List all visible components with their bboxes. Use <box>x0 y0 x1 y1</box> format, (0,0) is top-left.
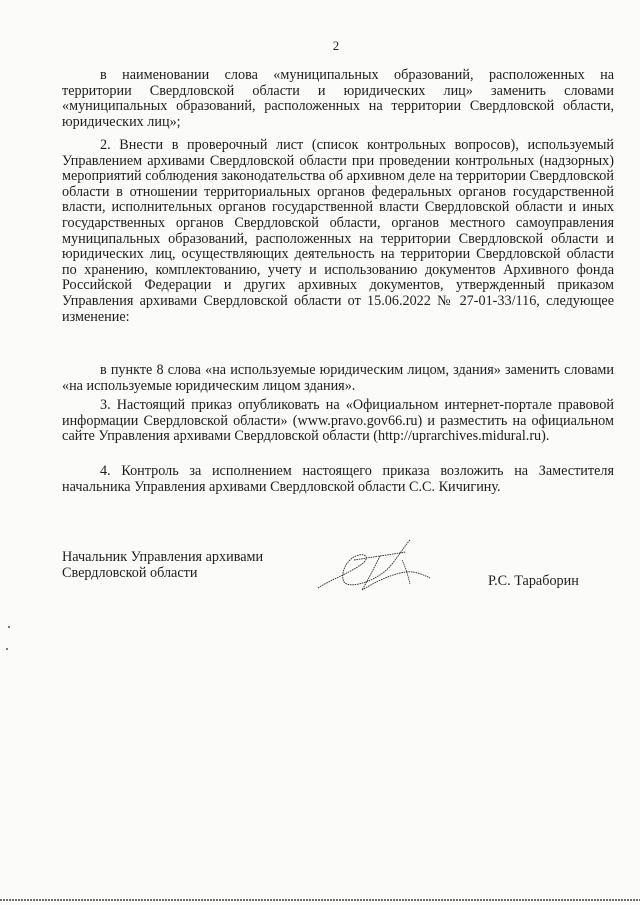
paragraph-control: 4. Контроль за исполнением настоящего приказа возложить на Заместителя начальника Управления архивами Свердловской области С.С. Кичигину. <box>62 463 614 495</box>
page-number: 2 <box>332 38 340 53</box>
signatory-position-line-2: Свердловской области <box>62 564 198 581</box>
signatory-name: Р.С. Тараборин <box>488 573 579 589</box>
signatory-position-line-1: Начальник Управления архивами <box>62 549 264 565</box>
paragraph-naming-change: в наименовании слова «муниципальных образований, расположенных на территории Свердловской области и юридических лиц» заменить словами «муниципальных образований, расположенных на территории Свердловской области, юридических лиц»; <box>62 67 614 130</box>
signatory-position <box>62 550 263 581</box>
paragraph-point-8-change: в пункте 8 слова «на используемые юридическим лицом, здания» заменить словами «на используемые юридическим лицом здания». <box>62 362 614 394</box>
scan-edge-line <box>0 899 640 901</box>
handwritten-signature <box>310 530 440 600</box>
scan-artifact <box>8 626 10 628</box>
scan-artifact <box>6 648 8 650</box>
paragraph-checklist-amendment: 2. Внести в проверочный лист (список контрольных вопросов), используемый Управлением архивами Свердловской области при проведении контрольных (надзорных) мероприятий соблюдения законодательства об архивном деле на территории Свердловской области в отношении территориальных органов федеральных органов государственной власти, исполнительных органов государственной власти Свердловской области и иных государственных органов Свердловской области, органов местного самоуправления муниципальных образований, расположенных на территории Свердловской области и юридических лиц, осуществляющих деятельность на территории Свердловской области по хранению, комплектованию, учету и использованию документов Архивного фонда Российской Федерации и других архивных документов, утвержденный приказом Управления архивами Свердловской области от 15.06.2022 № 27-01-33/116, следующее изменение: <box>62 137 614 325</box>
paragraph-publication: 3. Настоящий приказ опубликовать на «Официальном интернет-портале правовой информации Свердловской области» (www.pravo.gov66.ru) и разместить на официальном сайте Управления архивами Свердловской области (http://uprarchives.midural.ru). <box>62 397 614 445</box>
